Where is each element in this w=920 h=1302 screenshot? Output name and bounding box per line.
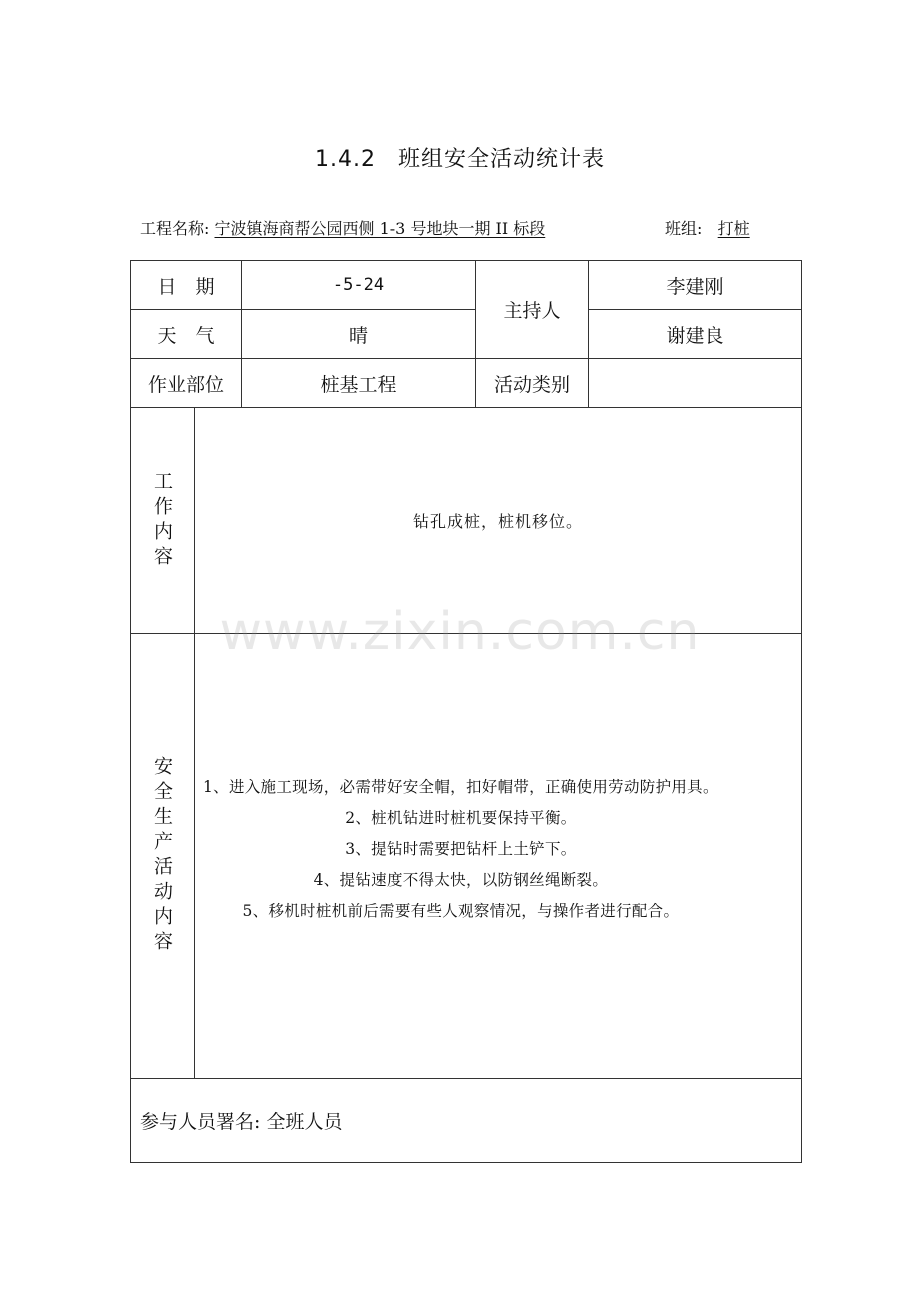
title-text: 班组安全活动统计表: [397, 147, 605, 172]
title-number: 1.4.2: [315, 147, 376, 172]
host-label: 主持人: [503, 300, 561, 322]
date-value: -5-24: [332, 275, 385, 295]
team-value: 打桩: [717, 219, 750, 238]
safety-item: 4、提钻速度不得太快，以防钢丝绳断裂。: [313, 870, 609, 889]
signature-value: 全班人员: [266, 1111, 343, 1133]
activity-type-value: [589, 359, 801, 407]
work-content-label-cell: [131, 408, 194, 633]
activity-table: [130, 260, 802, 1163]
team-label: 班组:: [665, 219, 703, 238]
work-content-value: 钻孔成桩，桩机移位。: [412, 512, 583, 531]
weather-label: 天 气: [157, 324, 215, 347]
safety-item: 1、进入施工现场，必需带好安全帽，扣好帽带，正确使用劳动防护用具。: [203, 777, 719, 796]
header-meta: [140, 216, 800, 239]
watermark: www.zixin.com.cn: [219, 602, 701, 662]
location-value: 桩基工程: [320, 373, 397, 396]
safety-label: 安全生产活动内容: [151, 756, 173, 956]
safety-item: 2、桩机钻进时桩机要保持平衡。: [345, 808, 577, 827]
project-label: 工程名称:: [140, 219, 210, 238]
location-label: 作业部位: [147, 373, 224, 396]
safety-content: [195, 634, 801, 1078]
safety-item: 3、提钻时需要把钻杆上土铲下。: [345, 839, 577, 858]
date-label: 日 期: [157, 275, 215, 298]
host-name-2: 谢建良: [666, 324, 724, 347]
signature-label: 参与人员署名:: [140, 1111, 261, 1133]
host-name-1: 李建刚: [666, 275, 724, 298]
team-field: [665, 216, 774, 239]
safety-label-cell: [131, 634, 194, 1078]
work-content-label: 工作内容: [151, 470, 173, 571]
project-value: 宁波镇海商帮公园西侧 1-3 号地块一期 II 标段: [214, 219, 546, 238]
safety-item: 5、移机时桩机前后需要有些人观察情况，与操作者进行配合。: [242, 901, 680, 920]
document-title: [0, 142, 920, 173]
weather-value: 晴: [348, 324, 368, 347]
activity-type-label: 活动类别: [493, 373, 570, 396]
signature-row: [131, 1079, 801, 1162]
